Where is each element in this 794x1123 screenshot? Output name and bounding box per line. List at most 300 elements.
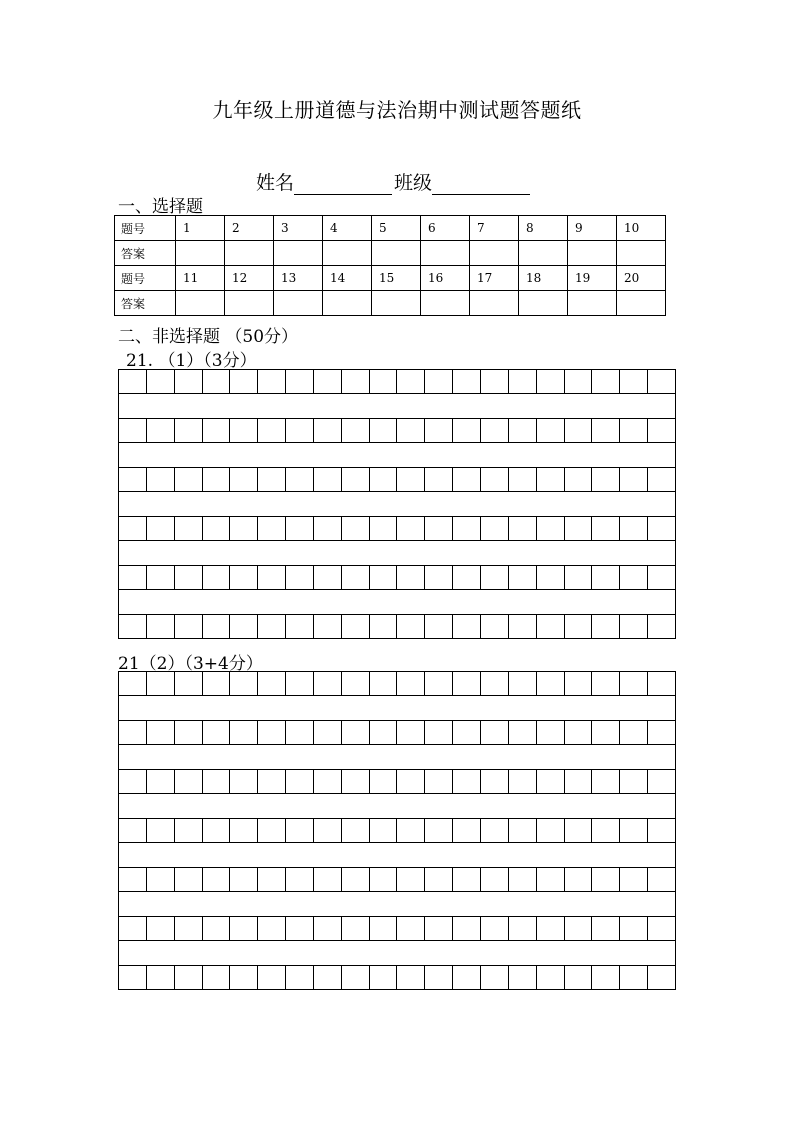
grid-cell[interactable] — [537, 615, 565, 638]
grid-cell[interactable] — [648, 770, 676, 793]
grid-cell-row — [118, 419, 676, 443]
grid-cell[interactable] — [592, 917, 620, 940]
grid-cell[interactable] — [425, 615, 453, 638]
grid-cell[interactable] — [286, 370, 314, 393]
answer-cell[interactable] — [323, 291, 372, 316]
grid-cell[interactable] — [509, 419, 537, 442]
grid-cell[interactable] — [314, 770, 342, 793]
grid-cell[interactable] — [342, 819, 370, 842]
answer-cell[interactable] — [176, 241, 225, 266]
grid-cell[interactable] — [537, 370, 565, 393]
grid-cell[interactable] — [119, 819, 147, 842]
grid-cell[interactable] — [537, 517, 565, 540]
grid-cell[interactable] — [509, 370, 537, 393]
grid-cell[interactable] — [453, 370, 481, 393]
grid-cell[interactable] — [620, 966, 648, 989]
grid-spacer-row — [118, 745, 676, 770]
grid-cell[interactable] — [370, 517, 398, 540]
grid-cell[interactable] — [342, 770, 370, 793]
grid-cell[interactable] — [203, 721, 231, 744]
question-number: 17 — [470, 266, 519, 291]
grid-cell[interactable] — [147, 819, 175, 842]
grid-cell[interactable] — [203, 615, 231, 638]
grid-cell[interactable] — [370, 419, 398, 442]
grid-cell[interactable] — [314, 966, 342, 989]
grid-cell[interactable] — [537, 672, 565, 695]
grid-cell[interactable] — [203, 770, 231, 793]
writing-grid-21-2[interactable] — [118, 671, 676, 990]
grid-cell[interactable] — [258, 721, 286, 744]
grid-cell[interactable] — [620, 468, 648, 491]
grid-cell[interactable] — [397, 819, 425, 842]
grid-cell[interactable] — [620, 419, 648, 442]
grid-cell[interactable] — [481, 721, 509, 744]
grid-cell[interactable] — [370, 468, 398, 491]
grid-cell[interactable] — [286, 517, 314, 540]
grid-cell[interactable] — [314, 868, 342, 891]
grid-cell[interactable] — [537, 770, 565, 793]
grid-cell[interactable] — [258, 770, 286, 793]
grid-cell[interactable] — [397, 672, 425, 695]
grid-cell[interactable] — [397, 566, 425, 589]
grid-cell[interactable] — [314, 468, 342, 491]
grid-cell[interactable] — [175, 566, 203, 589]
grid-cell[interactable] — [425, 672, 453, 695]
grid-cell[interactable] — [425, 721, 453, 744]
question-number: 3 — [274, 216, 323, 241]
grid-cell[interactable] — [481, 419, 509, 442]
grid-cell[interactable] — [509, 770, 537, 793]
grid-cell[interactable] — [565, 672, 593, 695]
grid-cell[interactable] — [537, 868, 565, 891]
grid-cell[interactable] — [537, 966, 565, 989]
grid-cell[interactable] — [147, 868, 175, 891]
grid-cell[interactable] — [453, 966, 481, 989]
grid-cell[interactable] — [119, 868, 147, 891]
grid-cell[interactable] — [509, 721, 537, 744]
grid-cell[interactable] — [481, 517, 509, 540]
grid-cell[interactable] — [175, 517, 203, 540]
grid-cell[interactable] — [481, 770, 509, 793]
answer-cell[interactable] — [323, 241, 372, 266]
grid-cell[interactable] — [620, 721, 648, 744]
grid-cell[interactable] — [119, 770, 147, 793]
grid-cell[interactable] — [314, 917, 342, 940]
grid-spacer-row — [118, 794, 676, 819]
grid-cell[interactable] — [370, 370, 398, 393]
grid-cell[interactable] — [230, 819, 258, 842]
grid-cell[interactable] — [230, 468, 258, 491]
grid-cell[interactable] — [425, 468, 453, 491]
answer-cell[interactable] — [225, 241, 274, 266]
grid-cell[interactable] — [592, 770, 620, 793]
grid-cell[interactable] — [175, 770, 203, 793]
grid-cell[interactable] — [565, 517, 593, 540]
grid-cell[interactable] — [453, 672, 481, 695]
grid-cell[interactable] — [592, 615, 620, 638]
grid-cell[interactable] — [370, 868, 398, 891]
grid-cell[interactable] — [147, 966, 175, 989]
grid-cell[interactable] — [425, 966, 453, 989]
grid-cell[interactable] — [203, 517, 231, 540]
grid-cell[interactable] — [147, 370, 175, 393]
grid-cell[interactable] — [648, 966, 676, 989]
grid-cell[interactable] — [258, 517, 286, 540]
grid-cell[interactable] — [119, 468, 147, 491]
grid-cell[interactable] — [314, 517, 342, 540]
grid-cell[interactable] — [397, 370, 425, 393]
grid-cell[interactable] — [370, 615, 398, 638]
grid-cell[interactable] — [481, 672, 509, 695]
grid-cell[interactable] — [592, 419, 620, 442]
grid-cell[interactable] — [342, 615, 370, 638]
grid-cell[interactable] — [286, 721, 314, 744]
grid-cell[interactable] — [648, 615, 676, 638]
grid-cell[interactable] — [453, 770, 481, 793]
grid-cell[interactable] — [648, 419, 676, 442]
grid-cell[interactable] — [648, 566, 676, 589]
grid-cell[interactable] — [425, 770, 453, 793]
grid-cell[interactable] — [509, 917, 537, 940]
grid-cell[interactable] — [537, 468, 565, 491]
grid-cell[interactable] — [592, 566, 620, 589]
grid-cell[interactable] — [620, 868, 648, 891]
grid-cell[interactable] — [230, 517, 258, 540]
grid-cell[interactable] — [314, 721, 342, 744]
grid-cell[interactable] — [537, 721, 565, 744]
answer-cell[interactable] — [225, 291, 274, 316]
grid-cell[interactable] — [147, 468, 175, 491]
choice-answer-table — [114, 215, 666, 316]
grid-cell[interactable] — [230, 566, 258, 589]
grid-cell[interactable] — [342, 468, 370, 491]
grid-cell[interactable] — [230, 966, 258, 989]
grid-cell[interactable] — [119, 672, 147, 695]
grid-cell[interactable] — [509, 672, 537, 695]
grid-cell[interactable] — [119, 917, 147, 940]
grid-cell[interactable] — [592, 468, 620, 491]
grid-cell[interactable] — [509, 868, 537, 891]
grid-cell[interactable] — [397, 419, 425, 442]
grid-cell-row — [118, 721, 676, 745]
grid-cell[interactable] — [537, 419, 565, 442]
grid-cell[interactable] — [397, 770, 425, 793]
answer-cell[interactable] — [617, 291, 666, 316]
grid-cell[interactable] — [509, 517, 537, 540]
grid-cell[interactable] — [370, 819, 398, 842]
grid-cell[interactable] — [425, 566, 453, 589]
grid-cell[interactable] — [230, 917, 258, 940]
grid-cell[interactable] — [314, 672, 342, 695]
grid-cell[interactable] — [286, 770, 314, 793]
answer-cell[interactable] — [617, 241, 666, 266]
grid-cell[interactable] — [592, 721, 620, 744]
grid-cell[interactable] — [203, 819, 231, 842]
grid-cell[interactable] — [509, 819, 537, 842]
grid-cell[interactable] — [648, 819, 676, 842]
grid-cell[interactable] — [453, 468, 481, 491]
grid-cell-row — [118, 917, 676, 941]
grid-cell[interactable] — [258, 966, 286, 989]
grid-cell[interactable] — [509, 468, 537, 491]
answer-cell[interactable] — [274, 291, 323, 316]
grid-cell[interactable] — [397, 917, 425, 940]
grid-cell[interactable] — [537, 819, 565, 842]
grid-cell[interactable] — [175, 819, 203, 842]
grid-cell[interactable] — [175, 917, 203, 940]
grid-cell[interactable] — [314, 615, 342, 638]
grid-cell[interactable] — [286, 917, 314, 940]
grid-cell[interactable] — [230, 615, 258, 638]
grid-cell[interactable] — [453, 819, 481, 842]
grid-cell[interactable] — [592, 966, 620, 989]
grid-cell[interactable] — [203, 868, 231, 891]
grid-cell[interactable] — [147, 517, 175, 540]
grid-cell[interactable] — [620, 566, 648, 589]
grid-cell[interactable] — [203, 419, 231, 442]
grid-cell[interactable] — [648, 917, 676, 940]
grid-cell[interactable] — [258, 615, 286, 638]
grid-cell[interactable] — [592, 517, 620, 540]
grid-cell[interactable] — [258, 419, 286, 442]
grid-cell[interactable] — [370, 917, 398, 940]
grid-cell[interactable] — [565, 770, 593, 793]
grid-cell[interactable] — [565, 721, 593, 744]
grid-cell[interactable] — [230, 419, 258, 442]
grid-cell[interactable] — [119, 615, 147, 638]
grid-cell[interactable] — [453, 868, 481, 891]
grid-cell[interactable] — [286, 819, 314, 842]
grid-cell[interactable] — [509, 966, 537, 989]
grid-cell[interactable] — [453, 419, 481, 442]
grid-cell[interactable] — [397, 868, 425, 891]
grid-cell[interactable] — [453, 917, 481, 940]
grid-cell[interactable] — [425, 917, 453, 940]
grid-cell[interactable] — [230, 770, 258, 793]
grid-cell[interactable] — [286, 868, 314, 891]
grid-cell[interactable] — [481, 370, 509, 393]
grid-cell[interactable] — [175, 419, 203, 442]
grid-cell[interactable] — [620, 770, 648, 793]
answer-cell[interactable] — [568, 241, 617, 266]
grid-cell[interactable] — [147, 615, 175, 638]
grid-cell[interactable] — [592, 819, 620, 842]
grid-cell[interactable] — [258, 868, 286, 891]
answer-cell[interactable] — [568, 291, 617, 316]
grid-cell[interactable] — [175, 721, 203, 744]
answer-cell[interactable] — [274, 241, 323, 266]
grid-cell[interactable] — [286, 468, 314, 491]
grid-cell[interactable] — [203, 672, 231, 695]
grid-cell[interactable] — [230, 721, 258, 744]
grid-cell[interactable] — [230, 672, 258, 695]
grid-cell[interactable] — [342, 517, 370, 540]
grid-cell[interactable] — [648, 468, 676, 491]
grid-cell[interactable] — [147, 917, 175, 940]
grid-cell[interactable] — [648, 517, 676, 540]
writing-grid-21-1[interactable] — [118, 369, 676, 639]
grid-cell[interactable] — [286, 672, 314, 695]
grid-cell[interactable] — [481, 615, 509, 638]
question-number: 10 — [617, 216, 666, 241]
grid-cell[interactable] — [119, 566, 147, 589]
answer-cell[interactable] — [519, 241, 568, 266]
grid-cell[interactable] — [370, 566, 398, 589]
grid-cell[interactable] — [481, 566, 509, 589]
grid-cell[interactable] — [370, 770, 398, 793]
grid-cell[interactable] — [481, 819, 509, 842]
grid-cell[interactable] — [342, 721, 370, 744]
grid-cell[interactable] — [203, 370, 231, 393]
answer-row-1 — [115, 241, 666, 266]
grid-cell[interactable] — [203, 566, 231, 589]
grid-cell[interactable] — [175, 468, 203, 491]
grid-cell[interactable] — [342, 966, 370, 989]
grid-cell[interactable] — [425, 370, 453, 393]
grid-cell[interactable] — [314, 419, 342, 442]
student-info-row — [256, 168, 532, 195]
grid-cell[interactable] — [397, 966, 425, 989]
grid-cell[interactable] — [592, 370, 620, 393]
grid-cell[interactable] — [147, 672, 175, 695]
grid-cell[interactable] — [370, 966, 398, 989]
grid-cell[interactable] — [537, 566, 565, 589]
grid-cell[interactable] — [203, 917, 231, 940]
grid-cell[interactable] — [258, 370, 286, 393]
grid-cell[interactable] — [258, 672, 286, 695]
grid-cell[interactable] — [397, 517, 425, 540]
grid-cell[interactable] — [425, 419, 453, 442]
grid-cell[interactable] — [565, 917, 593, 940]
grid-spacer-row — [118, 443, 676, 468]
grid-cell[interactable] — [620, 517, 648, 540]
grid-cell[interactable] — [453, 615, 481, 638]
grid-cell[interactable] — [342, 370, 370, 393]
answer-cell[interactable] — [470, 291, 519, 316]
grid-cell[interactable] — [620, 917, 648, 940]
grid-cell[interactable] — [147, 566, 175, 589]
grid-cell[interactable] — [342, 419, 370, 442]
grid-cell[interactable] — [592, 672, 620, 695]
grid-cell[interactable] — [397, 468, 425, 491]
grid-cell[interactable] — [175, 868, 203, 891]
grid-cell[interactable] — [203, 468, 231, 491]
grid-cell[interactable] — [119, 370, 147, 393]
answer-cell[interactable] — [176, 291, 225, 316]
grid-cell[interactable] — [565, 966, 593, 989]
grid-cell[interactable] — [119, 721, 147, 744]
grid-cell[interactable] — [258, 566, 286, 589]
grid-cell[interactable] — [147, 721, 175, 744]
grid-cell[interactable] — [147, 770, 175, 793]
grid-cell[interactable] — [286, 419, 314, 442]
grid-spacer-row — [118, 394, 676, 419]
grid-cell[interactable] — [258, 468, 286, 491]
grid-cell[interactable] — [203, 966, 231, 989]
grid-cell[interactable] — [481, 468, 509, 491]
grid-cell[interactable] — [620, 615, 648, 638]
grid-cell[interactable] — [147, 419, 175, 442]
grid-cell[interactable] — [119, 517, 147, 540]
grid-cell[interactable] — [565, 615, 593, 638]
question-number-label: 题号 — [115, 266, 176, 291]
grid-cell[interactable] — [397, 615, 425, 638]
grid-cell[interactable] — [537, 917, 565, 940]
grid-cell[interactable] — [509, 566, 537, 589]
answer-cell[interactable] — [470, 241, 519, 266]
grid-cell[interactable] — [509, 615, 537, 638]
grid-cell[interactable] — [453, 517, 481, 540]
grid-cell[interactable] — [314, 370, 342, 393]
grid-cell[interactable] — [286, 615, 314, 638]
answer-cell[interactable] — [372, 291, 421, 316]
grid-cell[interactable] — [425, 868, 453, 891]
grid-cell[interactable] — [314, 566, 342, 589]
grid-cell[interactable] — [258, 819, 286, 842]
question-number: 1 — [176, 216, 225, 241]
grid-cell[interactable] — [565, 468, 593, 491]
answer-cell[interactable] — [421, 291, 470, 316]
grid-cell[interactable] — [342, 566, 370, 589]
grid-cell[interactable] — [175, 672, 203, 695]
grid-cell[interactable] — [258, 917, 286, 940]
class-blank[interactable] — [432, 174, 530, 195]
grid-cell[interactable] — [342, 917, 370, 940]
grid-cell[interactable] — [342, 672, 370, 695]
grid-cell[interactable] — [648, 370, 676, 393]
grid-cell[interactable] — [342, 868, 370, 891]
grid-cell[interactable] — [565, 868, 593, 891]
grid-cell[interactable] — [175, 615, 203, 638]
grid-cell[interactable] — [425, 517, 453, 540]
grid-cell[interactable] — [620, 819, 648, 842]
grid-cell[interactable] — [314, 819, 342, 842]
grid-cell[interactable] — [286, 566, 314, 589]
grid-cell[interactable] — [565, 819, 593, 842]
grid-cell[interactable] — [119, 419, 147, 442]
grid-cell[interactable] — [119, 966, 147, 989]
grid-cell[interactable] — [230, 868, 258, 891]
grid-cell[interactable] — [397, 721, 425, 744]
grid-cell[interactable] — [620, 672, 648, 695]
grid-cell[interactable] — [620, 370, 648, 393]
answer-cell[interactable] — [519, 291, 568, 316]
grid-cell[interactable] — [230, 370, 258, 393]
grid-cell[interactable] — [565, 370, 593, 393]
grid-cell[interactable] — [648, 868, 676, 891]
grid-cell[interactable] — [481, 917, 509, 940]
grid-cell[interactable] — [175, 966, 203, 989]
grid-cell[interactable] — [481, 868, 509, 891]
grid-cell[interactable] — [453, 566, 481, 589]
grid-cell[interactable] — [648, 721, 676, 744]
question-number: 7 — [470, 216, 519, 241]
grid-cell[interactable] — [370, 672, 398, 695]
grid-cell[interactable] — [592, 868, 620, 891]
grid-cell[interactable] — [175, 370, 203, 393]
name-blank[interactable] — [294, 174, 392, 195]
grid-cell[interactable] — [286, 966, 314, 989]
grid-cell[interactable] — [648, 672, 676, 695]
grid-cell[interactable] — [565, 419, 593, 442]
answer-cell[interactable] — [372, 241, 421, 266]
grid-cell[interactable] — [425, 819, 453, 842]
grid-cell[interactable] — [481, 966, 509, 989]
grid-cell[interactable] — [370, 721, 398, 744]
grid-cell[interactable] — [453, 721, 481, 744]
answer-cell[interactable] — [421, 241, 470, 266]
grid-cell[interactable] — [565, 566, 593, 589]
